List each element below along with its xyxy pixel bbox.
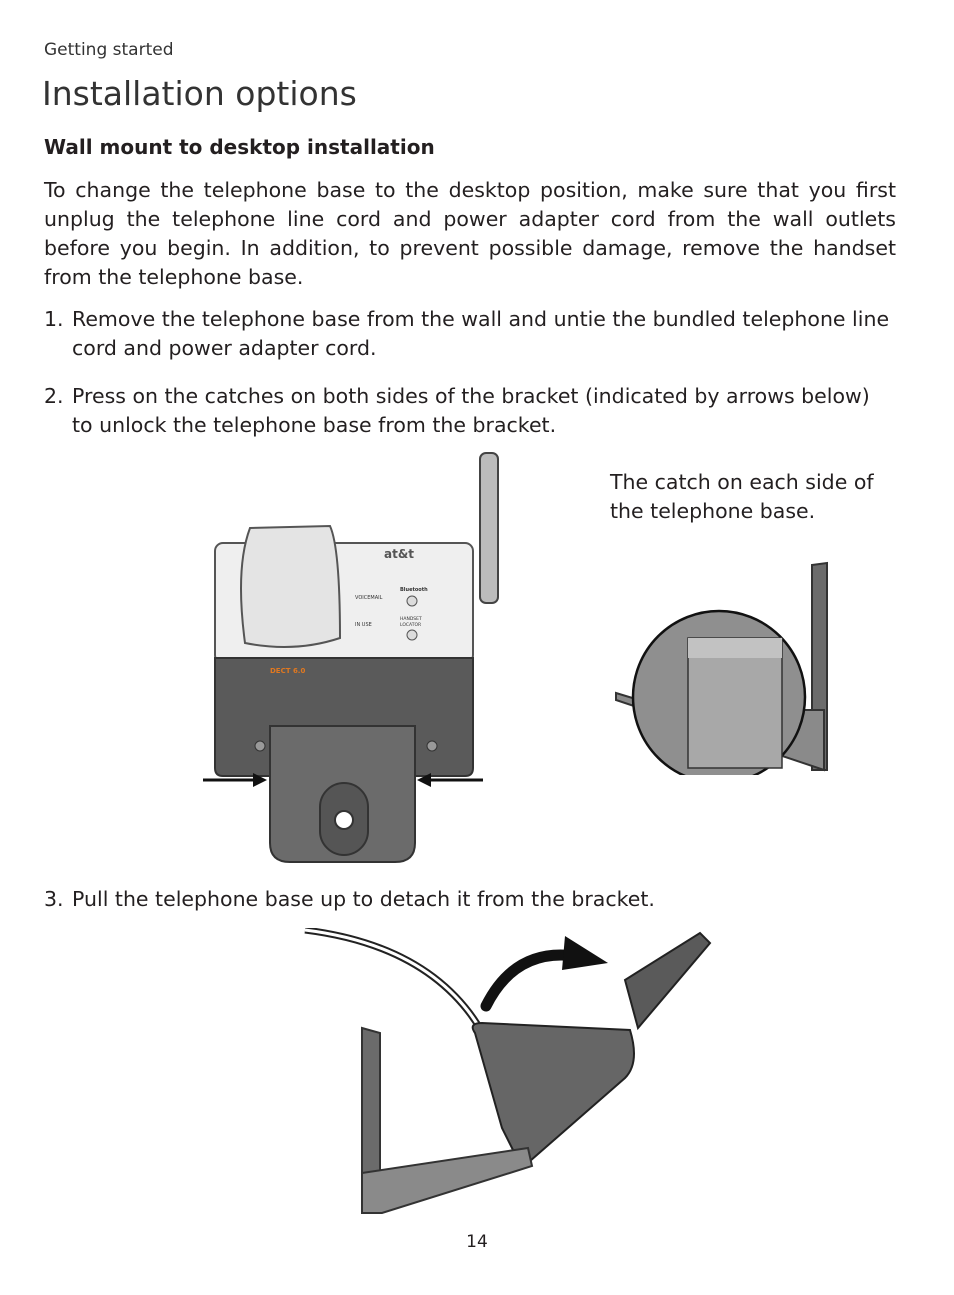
voicemail-label: VOICEMAIL bbox=[355, 595, 383, 601]
bluetooth-button bbox=[407, 596, 417, 606]
step-text: Pull the telephone base up to detach it from the bracket. bbox=[72, 887, 655, 911]
step-number: 3. bbox=[44, 887, 64, 911]
base-body bbox=[473, 1023, 634, 1168]
section-label: Getting started bbox=[44, 40, 174, 60]
step-1 bbox=[44, 305, 896, 363]
brand-logo: at&t bbox=[384, 547, 415, 561]
step-text: Remove the telephone base from the wall and untie the bundled telephone line cord and power adapter cord. bbox=[72, 307, 890, 360]
screw bbox=[255, 741, 265, 751]
step-text: Press on the catches on both sides of the bracket (indicated by arrows below) to unlock the telephone base from the bracket. bbox=[72, 384, 870, 437]
dect-label: DECT 6.0 bbox=[270, 667, 306, 675]
intro-paragraph: To change the telephone base to the desktop position, make sure that you first unplug the telephone line cord and power adapter cord from the wall outlets before you begin. In addition, to prevent possible damage, remove the handset from the telephone base. bbox=[44, 178, 896, 289]
lift-arrow bbox=[486, 955, 575, 1006]
step-2 bbox=[44, 382, 896, 440]
locator-label: LOCATOR bbox=[400, 623, 422, 628]
bluetooth-label: Bluetooth bbox=[400, 587, 428, 593]
page-number: 14 bbox=[466, 1232, 488, 1252]
step-number: 2. bbox=[44, 384, 64, 408]
in-use-label: IN USE bbox=[355, 622, 372, 628]
page-title: Installation options bbox=[42, 74, 357, 113]
detach-illustration bbox=[300, 928, 720, 1218]
handset-label: HANDSET bbox=[400, 617, 422, 622]
mount-hole bbox=[335, 811, 353, 829]
catch-callout: The catch on each side of the telephone base. bbox=[610, 470, 874, 523]
step-3 bbox=[44, 885, 896, 914]
catch-detail-illustration bbox=[612, 560, 832, 775]
step-number: 1. bbox=[44, 307, 64, 331]
catch-highlight bbox=[688, 638, 782, 658]
antenna bbox=[480, 453, 498, 603]
locator-button bbox=[407, 630, 417, 640]
handset-cradle bbox=[241, 526, 340, 647]
bracket-floor bbox=[362, 1148, 532, 1213]
telephone-base-illustration bbox=[195, 448, 515, 868]
subheading: Wall mount to desktop installation bbox=[44, 135, 435, 159]
screw bbox=[427, 741, 437, 751]
antenna bbox=[625, 933, 710, 1028]
arrow-head bbox=[562, 936, 608, 970]
